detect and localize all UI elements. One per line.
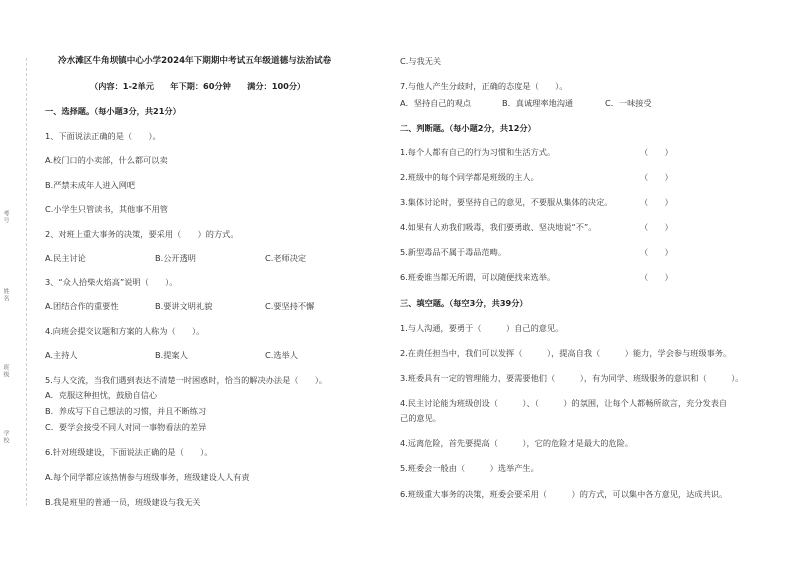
fill-7: 6.班级重大事务的决策，班委会要采用（ ）的方式，可以集中各方意见，达成共识。 [400, 489, 728, 499]
exam-title: 冷水滩区牛角坝镇中心小学2024年下期期中考试五年级道德与法治试卷 [58, 56, 332, 66]
judge-1-answer-paren: （ ） [640, 147, 673, 157]
judge-1: 1.每个人都有自己的行为习惯和生活方式。 [400, 147, 556, 157]
fill-2: 2.在责任担当中，我们可以发挥（ ），提高自我（ ）能力，学会参与班级事务。 [400, 348, 732, 358]
judge-6-answer-paren: （ ） [640, 272, 673, 282]
exam-info: （内容：1-2单元 年下期：60分钟 满分：100分） [90, 81, 306, 91]
question-2-option-b: B.公开透明 [155, 253, 196, 263]
judge-4-answer-paren: （ ） [640, 222, 673, 232]
question-3: 3、“众人拾柴火焰高”说明（ ）。 [45, 277, 178, 287]
fill-5: 4.远离危险，首先要提高（ ），它的危险才是最大的危险。 [400, 438, 633, 448]
binding-label-name: 姓名 [2, 288, 9, 302]
question-4-option-a: A.主持人 [45, 350, 78, 360]
binding-label-school: 学校 [2, 430, 9, 444]
judge-3: 3.集体讨论时，要坚持自己的意见，不要服从集体的决定。 [400, 197, 613, 207]
fill-6: 5.班委会一般由（ ）选举产生。 [400, 463, 539, 473]
question-7-option-c: C．一味接受 [605, 98, 652, 108]
judge-6: 6.班委谁当都无所谓，可以随便找来选举。 [400, 272, 556, 282]
question-4-option-b: B.提案人 [155, 350, 188, 360]
fill-3: 3.班委具有一定的管理能力，要需要他们（ ），有为同学、班级服务的意识和（ ）。 [400, 373, 744, 383]
judge-5: 5.新型毒品不属于毒品范畴。 [400, 247, 507, 257]
judge-4: 4.如果有人劝我们吸毒，我们要勇敢、坚决地说“不”。 [400, 222, 597, 232]
question-7-option-a: A．坚持自己的观点 [400, 98, 472, 108]
question-2-option-a: A.民主讨论 [45, 253, 86, 263]
question-5-option-a: A．克服这种担忧，鼓励自信心 [45, 390, 158, 400]
question-4-option-c: C.选举人 [265, 350, 298, 360]
question-7-option-b: B．真诚理率地沟通 [502, 98, 574, 108]
judge-5-answer-paren: （ ） [640, 247, 673, 257]
question-1: 1、下面说法正确的是（ ）。 [45, 131, 161, 141]
question-2-option-c: C.老师决定 [265, 253, 307, 263]
section-fill-heading: 三、填空题。（每空3分，共39分） [400, 298, 528, 308]
question-4: 4.向班会提交议题和方案的人称为（ ）。 [45, 326, 205, 336]
question-5: 5.与人交流，当我们遇到表达不清楚一时困惑时，恰当的解决办法是（ ）。 [45, 375, 328, 385]
binding-margin [0, 58, 27, 506]
question-3-option-b: B.要讲文明礼貌 [155, 301, 213, 311]
judge-2-answer-paren: （ ） [640, 172, 673, 182]
question-3-option-a: A.团结合作的重要性 [45, 301, 119, 311]
question-6-option-a: A.每个同学都应该热情参与班级事务，班级建设人人有责 [45, 472, 250, 482]
section-choice-heading: 一、选择题。（每小题3分，共21分） [45, 106, 181, 116]
question-7: 7.与他人产生分歧时，正确的态度是（ ）。 [400, 81, 568, 91]
question-6-option-c: C.与我无关 [400, 56, 442, 66]
fill-4-line-2: 己的意见。 [400, 413, 441, 423]
fill-4-line-1: 4.民主讨论能为班级创设（ ）、（ ）的氛围，让每个人都畅所欲言，充分发表自 [400, 398, 728, 408]
question-5-option-b: B．养成写下自己想法的习惯，并且不断练习 [45, 406, 207, 416]
question-1-option-b: B.严禁未成年人进入网吧 [45, 180, 136, 190]
binding-label-class: 班级 [2, 364, 9, 378]
question-1-option-c: C.小学生只管读书，其他事不用管 [45, 204, 168, 214]
question-5-option-c: C．要学会接受不同人对同一事物看法的差异 [45, 422, 207, 432]
question-6: 6.针对班级建设，下面说法正确的是（ ）。 [45, 447, 213, 457]
judge-2: 2.班级中的每个同学都是班级的主人。 [400, 172, 539, 182]
judge-3-answer-paren: （ ） [640, 197, 673, 207]
fill-1: 1.与人沟通，要勇于（ ）自己的意见。 [400, 323, 564, 333]
question-1-option-a: A.校门口的小卖部，什么都可以卖 [45, 155, 168, 165]
question-6-option-b: B.我是班里的普通一员，班级建设与我无关 [45, 497, 201, 507]
question-2: 2、对班上重大事务的决策，要采用（ ）的方式。 [45, 229, 239, 239]
binding-label-exam-number: 考号 [2, 210, 9, 224]
section-judge-heading: 二、判断题。（每小题2分，共12分） [400, 123, 536, 133]
question-3-option-c: C.要坚持不懈 [265, 301, 315, 311]
